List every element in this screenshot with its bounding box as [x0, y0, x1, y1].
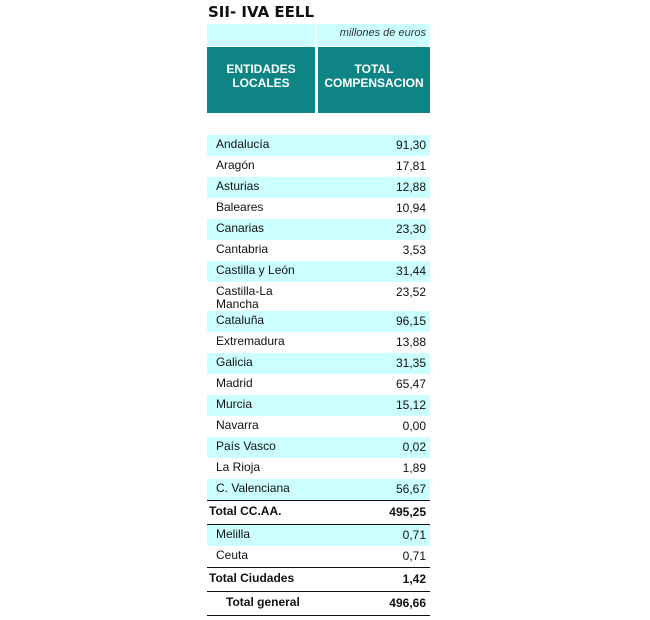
table-title: SII- IVA EELL [208, 3, 315, 21]
table-row [207, 437, 430, 458]
unit-band [207, 24, 430, 46]
row-name: Murcia [216, 397, 253, 411]
table-row [207, 458, 430, 479]
row-name: Navarra [216, 418, 259, 432]
header-entidades [207, 47, 315, 113]
row-value: 13,88 [395, 335, 426, 349]
table-row [207, 525, 430, 546]
table-row [207, 198, 430, 219]
table-row [207, 479, 430, 500]
table-row [207, 416, 430, 437]
row-value: 65,47 [395, 377, 426, 391]
header-entidades-label: ENTIDADES LOCALES [226, 62, 296, 90]
row-value: 15,12 [395, 398, 426, 412]
row-value: 23,30 [395, 222, 426, 236]
table-row [207, 374, 430, 395]
table-row [207, 156, 430, 177]
row-name: Cataluña [216, 313, 265, 327]
row-value: 10,94 [395, 201, 426, 215]
row-name: Ceuta [216, 548, 249, 562]
table-row [207, 332, 430, 353]
table-row [207, 353, 430, 374]
row-name: Melilla [216, 527, 251, 541]
table-row [207, 395, 430, 416]
unit-label: millones de euros [339, 27, 426, 39]
total-ccaa-row [207, 501, 430, 524]
row-name-text: Castilla-La Mancha [216, 284, 273, 311]
row-value: 1,89 [402, 461, 426, 475]
row-name: Madrid [216, 376, 253, 390]
total-general-label: Total general [226, 595, 300, 609]
total-ciudades-row [207, 568, 430, 591]
total-ciudades-value: 1,42 [402, 572, 426, 586]
column-separator [315, 24, 317, 46]
row-value: 0,71 [402, 549, 426, 563]
row-value: 31,35 [395, 356, 426, 370]
row-value: 31,44 [395, 264, 426, 278]
total-ccaa-value: 495,25 [389, 505, 426, 519]
table-row [207, 177, 430, 198]
table-row [207, 240, 430, 261]
row-name: La Rioja [216, 460, 261, 474]
row-value: 91,30 [395, 138, 426, 152]
row-value: 96,15 [395, 314, 426, 328]
row-name [216, 285, 306, 311]
row-name: Andalucía [216, 137, 270, 151]
table-row [207, 219, 430, 240]
row-value: 0,00 [402, 419, 426, 433]
table-row [207, 135, 430, 156]
row-name: Asturias [216, 179, 260, 193]
total-ciudades-label: Total Ciudades [209, 571, 295, 585]
row-name: Aragón [216, 158, 255, 172]
row-value: 0,02 [402, 440, 426, 454]
total-ccaa-label: Total CC.AA. [209, 504, 282, 518]
row-value: 3,53 [402, 243, 426, 257]
row-name: Cantabria [216, 242, 269, 256]
table-row [207, 546, 430, 567]
row-name: Baleares [216, 200, 264, 214]
header-total [318, 47, 430, 113]
row-name: Castilla y León [216, 263, 295, 277]
table-body [207, 135, 430, 616]
row-value: 23,52 [395, 285, 426, 299]
row-value: 0,71 [402, 528, 426, 542]
header-total-label: TOTAL COMPENSACION [324, 62, 424, 90]
table-row [207, 261, 430, 282]
row-name: Galicia [216, 355, 253, 369]
row-name: C. Valenciana [216, 481, 290, 495]
table-row [207, 311, 430, 332]
row-value: 56,67 [395, 482, 426, 496]
row-name: País Vasco [216, 439, 276, 453]
row-name: Extremadura [216, 334, 285, 348]
total-general-value: 496,66 [389, 596, 426, 610]
row-name: Canarias [216, 221, 265, 235]
total-general-row [207, 592, 430, 615]
divider [207, 615, 430, 616]
row-value: 17,81 [395, 159, 426, 173]
table-row [207, 282, 430, 311]
row-value: 12,88 [395, 180, 426, 194]
